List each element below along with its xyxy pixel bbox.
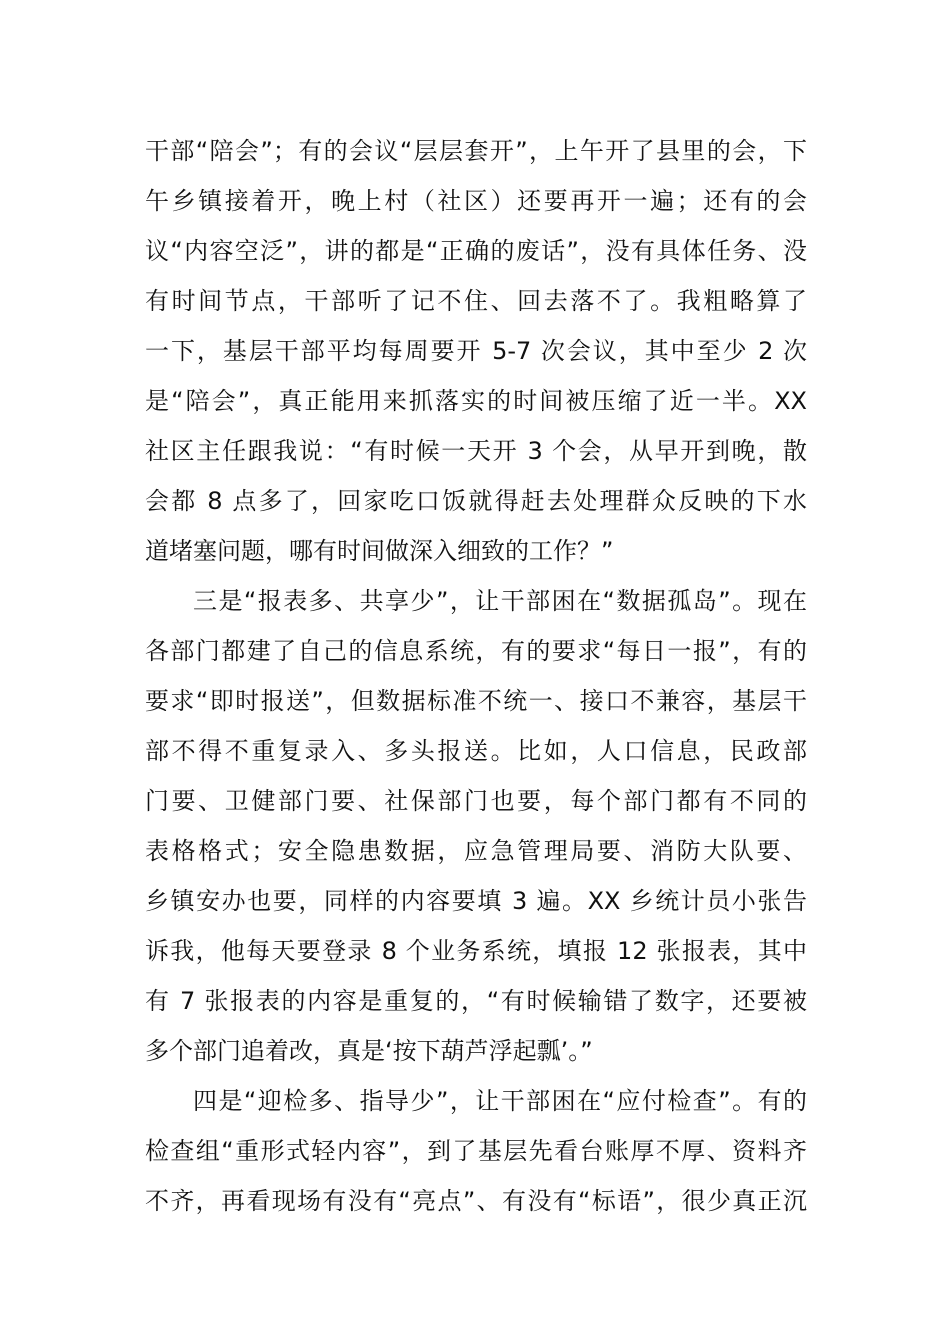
text-line: 议“内容空泛”，讲的都是“正确的废话”，没有具体任务、没 [145,237,807,265]
text-line: 乡镇安办也要，同样的内容要填 3 遍。XX 乡统计员小张告 [145,887,807,915]
text-line: 有 7 张报表的内容是重复的，“有时候输错了数字，还要被 [145,987,807,1015]
text-line: 表格格式；安全隐患数据，应急管理局要、消防大队要、 [145,837,807,865]
text-line: 有时间节点，干部听了记不住、回去落不了。我粗略算了 [145,287,807,315]
text-line: 道堵塞问题，哪有时间做深入细致的工作？” [145,537,614,565]
text-line: 多个部门追着改，真是‘按下葫芦浮起瓢’。” [145,1037,593,1065]
text-line: 一下，基层干部平均每周要开 5-7 次会议，其中至少 2 次 [145,337,807,365]
text-line: 社区主任跟我说：“有时候一天开 3 个会，从早开到晚，散 [145,437,807,465]
text-line: 干部“陪会”；有的会议“层层套开”，上午开了县里的会，下 [145,137,807,165]
text-line: 部不得不重复录入、多头报送。比如，人口信息，民政部 [145,737,807,765]
paragraph-first-line: 四是“迎检多、指导少”，让干部困在“应付检查”。有的 [193,1087,807,1115]
text-line: 要求“即时报送”，但数据标准不统一、接口不兼容，基层干 [145,687,807,715]
text-line: 不齐，再看现场有没有“亮点”、有没有“标语”，很少真正沉 [145,1187,807,1215]
text-line: 午乡镇接着开，晚上村（社区）还要再开一遍；还有的会 [145,187,807,215]
body-text [145,126,807,1226]
text-line: 会都 8 点多了，回家吃口饭就得赶去处理群众反映的下水 [145,487,807,515]
paragraph-first-line: 三是“报表多、共享少”，让干部困在“数据孤岛”。现在 [193,587,807,615]
text-line: 检查组“重形式轻内容”，到了基层先看台账厚不厚、资料齐 [145,1137,807,1165]
text-line: 各部门都建了自己的信息系统，有的要求“每日一报”，有的 [145,637,807,665]
text-line: 诉我，他每天要登录 8 个业务系统，填报 12 张报表，其中 [145,937,807,965]
text-line: 是“陪会”，真正能用来抓落实的时间被压缩了近一半。XX [145,387,807,415]
text-line: 门要、卫健部门要、社保部门也要，每个部门都有不同的 [145,787,807,815]
